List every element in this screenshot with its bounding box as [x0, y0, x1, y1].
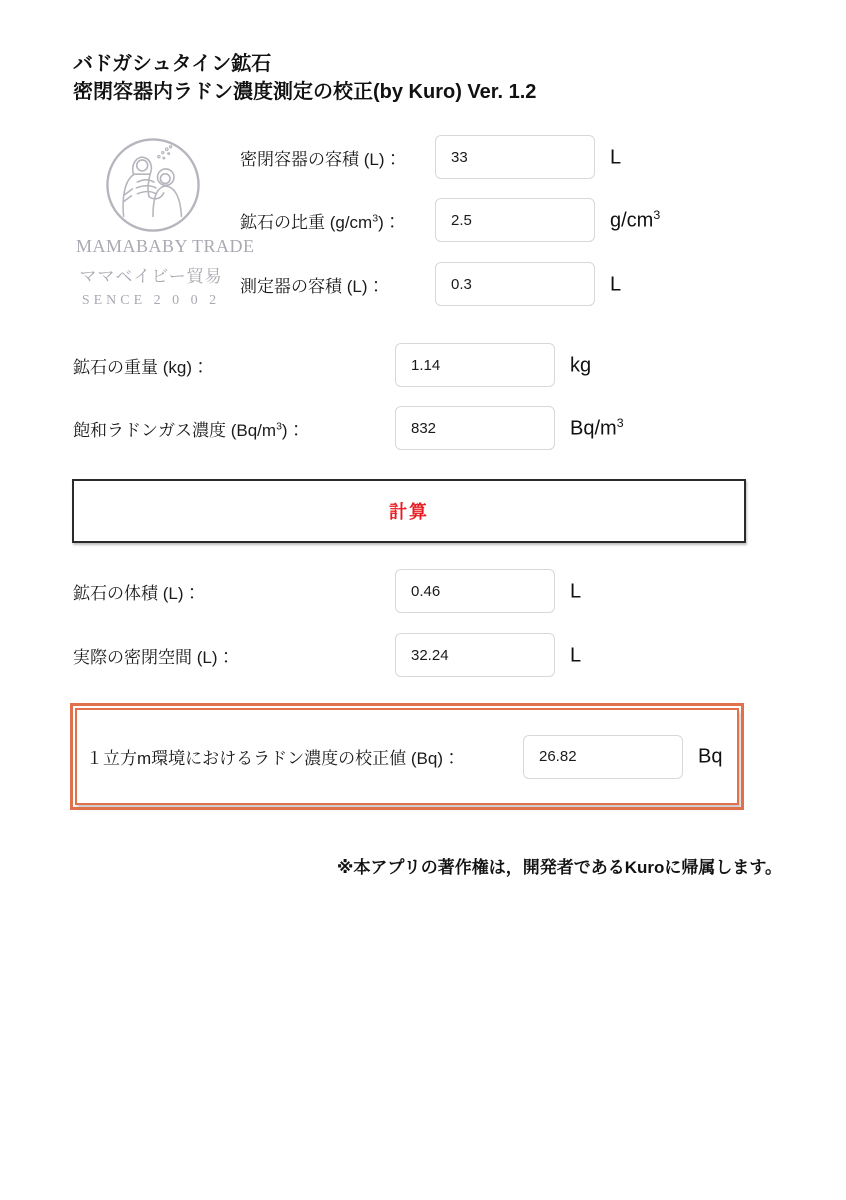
stone-weight-unit: kg: [570, 354, 592, 377]
calibrated-radon-input[interactable]: [523, 735, 683, 779]
specific-gravity-input[interactable]: [435, 198, 595, 242]
actual-space-label: 実際の密閉空間 (L)：: [73, 647, 235, 667]
container-volume-input[interactable]: [435, 135, 595, 179]
calculate-button[interactable]: [72, 479, 746, 543]
specific-gravity-unit: $g/cm^3$: [610, 207, 661, 232]
calibrated-radon-label: １立方m環境におけるラドン濃度の校正値 (Bq)：: [86, 749, 460, 768]
page-title-line1: バドガシュタイン鉱石: [73, 53, 272, 75]
copyright-note: ※本アプリの著作権は，開発者であるKuroに帰属します。: [336, 858, 782, 877]
calculate-button-label: 計算: [389, 502, 429, 522]
calibrated-result-box: [75, 708, 739, 805]
field-row-saturated-radon: [73, 406, 624, 450]
calibrated-radon-unit: Bq: [698, 745, 723, 768]
field-row-stone-weight: [73, 343, 591, 387]
company-logo: [76, 136, 255, 309]
saturated-radon-label: 飽和ラドンガス濃度 $(Bq/m^3)$：: [73, 419, 305, 440]
field-row-detector-volume: [240, 262, 621, 306]
container-volume-unit: L: [610, 146, 622, 169]
logo-name-en: MAMABABY TRADE: [76, 236, 255, 256]
saturated-radon-unit: $Bq/m^3$: [570, 415, 624, 440]
mother-baby-icon: [104, 136, 202, 234]
specific-gravity-label: 鉱石の比重 $(g/cm^3)$：: [240, 211, 401, 232]
page-title: [73, 50, 536, 106]
saturated-radon-input[interactable]: [395, 406, 555, 450]
detector-volume-input[interactable]: [435, 262, 595, 306]
stone-volume-input[interactable]: [395, 569, 555, 613]
stone-weight-input[interactable]: [395, 343, 555, 387]
stone-weight-label: 鉱石の重量 (kg)：: [73, 357, 209, 377]
field-row-actual-space: [73, 633, 581, 677]
logo-name-jp: ママベイビー貿易: [79, 267, 223, 286]
detector-volume-unit: L: [610, 273, 622, 296]
stone-volume-label: 鉱石の体積 (L)：: [73, 583, 201, 603]
field-row-container-volume: [240, 135, 621, 179]
field-row-specific-gravity: [240, 198, 660, 242]
detector-volume-label: 測定器の容積 (L)：: [240, 276, 385, 296]
container-volume-label: 密閉容器の容積 (L)：: [240, 149, 402, 169]
stone-volume-unit: L: [570, 580, 582, 603]
field-row-stone-volume: [73, 569, 581, 613]
actual-space-unit: L: [570, 644, 582, 667]
logo-since: SENCE 2 0 0 2: [81, 293, 221, 308]
actual-space-input[interactable]: [395, 633, 555, 677]
page-title-line2: 密閉容器内ラドン濃度測定の校正(by Kuro) Ver. 1.2: [73, 81, 537, 103]
